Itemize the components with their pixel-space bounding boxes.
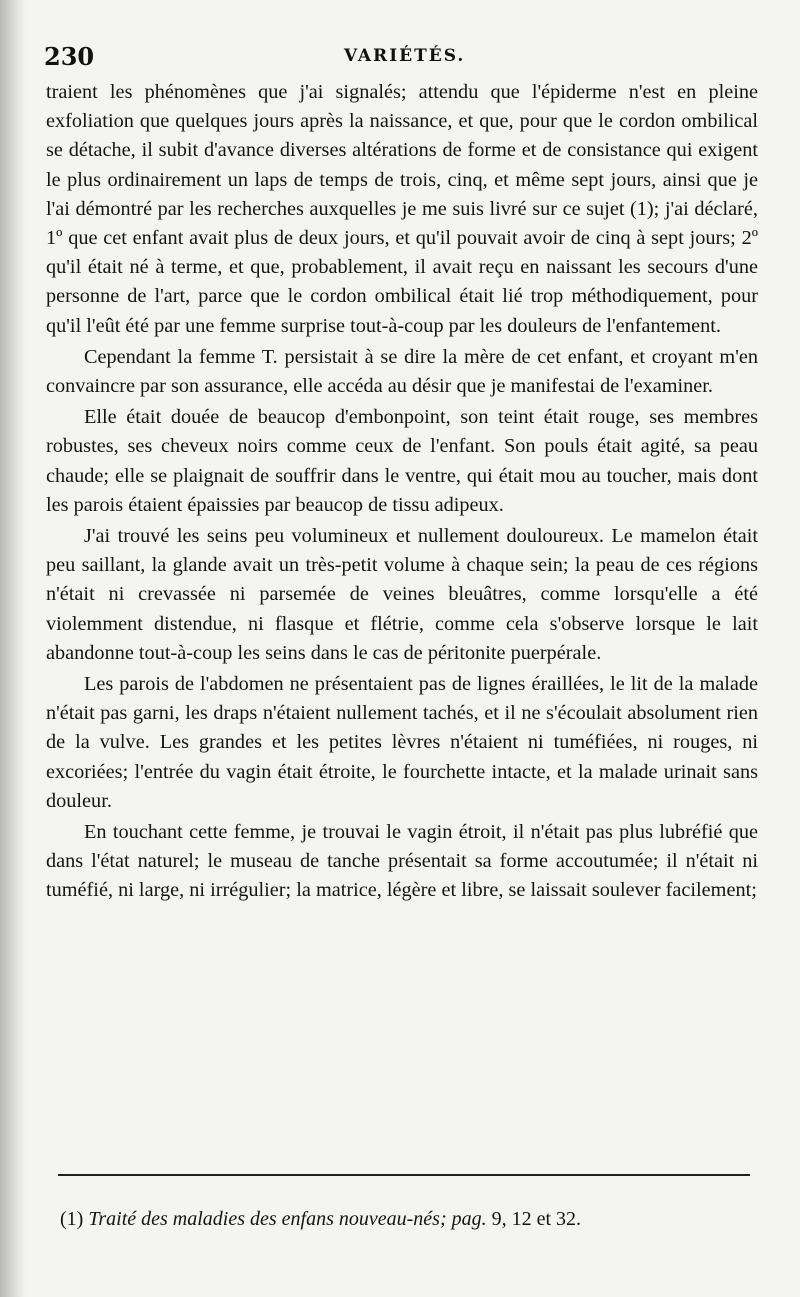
page-number: 230: [44, 42, 95, 71]
footnote: [60, 1204, 760, 1235]
footnote-title: Traité des maladies des enfans nouveau-nés; pag.: [88, 1208, 487, 1230]
page-gutter-shadow: [0, 0, 26, 1297]
footnote-divider: [58, 1174, 750, 1176]
paragraph: traient les phénomènes que j'ai signalés; attendu que l'épiderme n'est en pleine exfoliation que quelques jours après la naissance, et que, pour que le cordon ombilical se détache, il subit d'avance diverses altérations de forme et de consistance qui exigent le plus ordinairement un laps de temps de trois, cinq, et même sept jours, ainsi que je l'ai démontré par les recherches auxquelles je me suis livré sur ce sujet (1); j'ai déclaré, 1º que cet enfant avait plus de deux jours, et qu'il pouvait avoir de cinq à sept jours; 2º qu'il était né à terme, et que, probablement, il avait reçu en naissant les secours d'une personne de l'art, parce que le cordon ombilical était lié trop méthodiquement, pour qu'il l'eût été par une femme surprise tout-à-coup par les douleurs de l'enfantement.: [46, 81, 758, 337]
footnote-marker: (1): [60, 1208, 84, 1230]
footnote-pages: 9, 12 et 32.: [491, 1208, 582, 1230]
running-head: VARIÉTÉS.: [344, 46, 466, 66]
page-header: [44, 42, 764, 76]
paragraph: En touchant cette femme, je trouvai le vagin étroit, il n'était pas plus lubréfié que dans l'état naturel; le museau de tanche présentait sa forme accoutumée; il n'était ni tuméfié, ni large, ni irrégulier; la matrice, légère et libre, se laissait soulever facilement;: [46, 821, 758, 902]
paragraph: Cependant la femme T. persistait à se dire la mère de cet enfant, et croyant m'en convaincre par son assurance, elle accéda au désir que je manifestai de l'examiner.: [46, 345, 758, 398]
paragraph: J'ai trouvé les seins peu volumineux et nullement douloureux. Le mamelon était peu saillant, la glande avait un très-petit volume à chaque sein; la peau de ces régions n'était ni crevassée ni parsemée de veines bleuâtres, comme lorsqu'elle a été violemment distendue, ni flasque et flétrie, comme cela s'observe lorsque le lait abandonne tout-à-coup les seins dans le cas de péritonite puerpérale.: [46, 525, 758, 664]
paragraph: Les parois de l'abdomen ne présentaient pas de lignes éraillées, le lit de la malade n'était pas garni, les draps n'étaient nullement tachés, et il ne s'écoulait absolument rien de la vulve. Les grandes et les petites lèvres n'étaient ni tuméfiées, ni rouges, ni excoriées; l'entrée du vagin était étroite, le fourchette intacte, et la malade urinait sans douleur.: [46, 673, 758, 812]
paragraph: Elle était douée de beaucop d'embonpoint, son teint était rouge, ses membres robustes, ses cheveux noirs comme ceux de l'enfant. Son pouls était agité, sa peau chaude; elle se plaignait de souffrir dans le ventre, qui était mou au toucher, mais dont les parois étaient épaissies par beaucop de tissu adipeux.: [46, 406, 758, 516]
body-text: [46, 78, 758, 908]
